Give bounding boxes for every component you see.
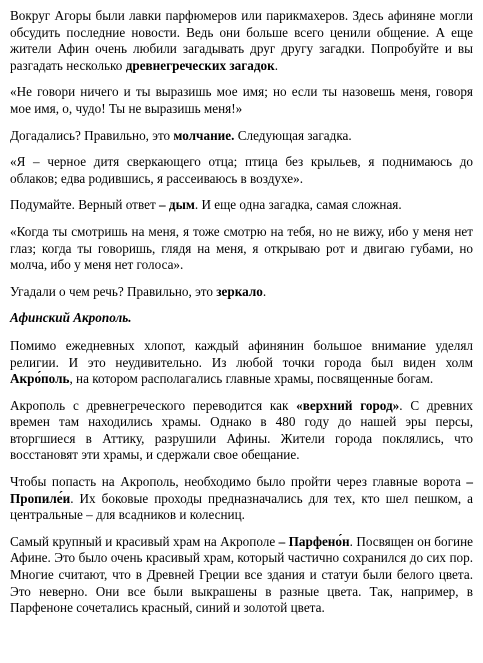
text: Догадались? Правильно, это xyxy=(10,127,174,143)
answer-2 xyxy=(10,197,473,214)
bold-text: «верхний город» xyxy=(296,397,400,413)
riddle-1: «Не говори ничего и ты выразишь мое имя; но если ты назовешь меня, говоря мое имя, о, чудо! Ты не выразишь меня!» xyxy=(10,84,473,116)
paragraph-upper-city xyxy=(10,398,473,464)
paragraph-acropolis xyxy=(10,338,473,388)
answer-3 xyxy=(10,284,473,301)
text: Следующая загадка. xyxy=(234,127,352,143)
text: Подумайте. Верный ответ xyxy=(10,197,160,213)
paragraph-parthenon xyxy=(10,534,473,617)
text: . И еще одна загадка, самая сложная. xyxy=(194,197,402,213)
text: Чтобы попасть на Акрополь, необходимо было пройти через главные ворота xyxy=(10,474,467,490)
text: Акрополь с древнегреческого переводится как xyxy=(10,397,297,413)
text: . xyxy=(262,283,267,299)
bold-text: зеркало xyxy=(216,283,263,299)
bold-text: – дым xyxy=(159,197,195,213)
text: . Посвящен он богине Афине. Это было очень красивый храм, который частично сохранился до сих пор. Многие считают, что в Древней Греции все здания и статуи были белого цвета. Это неверно. Они все были выкрашены в разные цвета. Так, например, в Парфеноне сочетались красный, синий и золотой цвета. xyxy=(10,533,473,616)
text: . xyxy=(274,57,278,73)
text: Самый крупный и красивый храм на Акрополе xyxy=(10,533,279,549)
riddle-2: «Я – черное дитя сверкающего отца; птица без крыльев, я поднимаюсь до облаков; едва родившись, я рассеиваюсь в воздухе». xyxy=(10,154,473,186)
answer-1 xyxy=(10,128,473,145)
paragraph-propylaea xyxy=(10,474,473,524)
section-heading: Афинский Акрополь. xyxy=(10,310,132,326)
bold-text: – Парфено́н xyxy=(278,533,350,549)
text: Помимо ежедневных хлопот, каждый афинянин большое внимание уделял религии. И это неудивительно. Из любой точки города был виден холм xyxy=(10,337,473,370)
bold-text: древнегреческих загадок xyxy=(125,57,275,73)
text: Вокруг Агоры были лавки парфюмеров или парикмахеров. Здесь афиняне могли обсудить последние новости. Ведь они больше всего ценили общение. А еще жители Афин очень любили загадывать друг другу загадки. Попробуйте и вы разгадать несколько xyxy=(10,8,473,73)
bold-text: молчание. xyxy=(173,127,235,143)
text: . С древних времен там находились храмы. Однако в 480 году до нашей эры персы, вторгшиеся в Аттику, разрушили Афины. Жители города поклялись, что восстановят эти храмы, и сдержали свое обещание. xyxy=(10,397,473,463)
riddle-3: «Когда ты смотришь на меня, я тоже смотрю на тебя, но не вижу, ибо у меня нет глаз; когда ты говоришь, глядя на меня, я открываю рот и двигаю губами, но молча, ибо у меня нет голоса». xyxy=(10,223,473,273)
text: , на котором располагались главные храмы, посвященные богам. xyxy=(69,371,434,387)
text: Угадали о чем речь? Правильно, это xyxy=(10,283,217,299)
bold-text: Акро́поль xyxy=(10,371,70,387)
bold-text: – Пропиле́и xyxy=(10,474,473,506)
text: . Их боковые проходы предназначались для тех, кто шел пешком, а центральные – для всадников и колесниц. xyxy=(10,490,473,523)
paragraph-agora xyxy=(10,8,473,74)
